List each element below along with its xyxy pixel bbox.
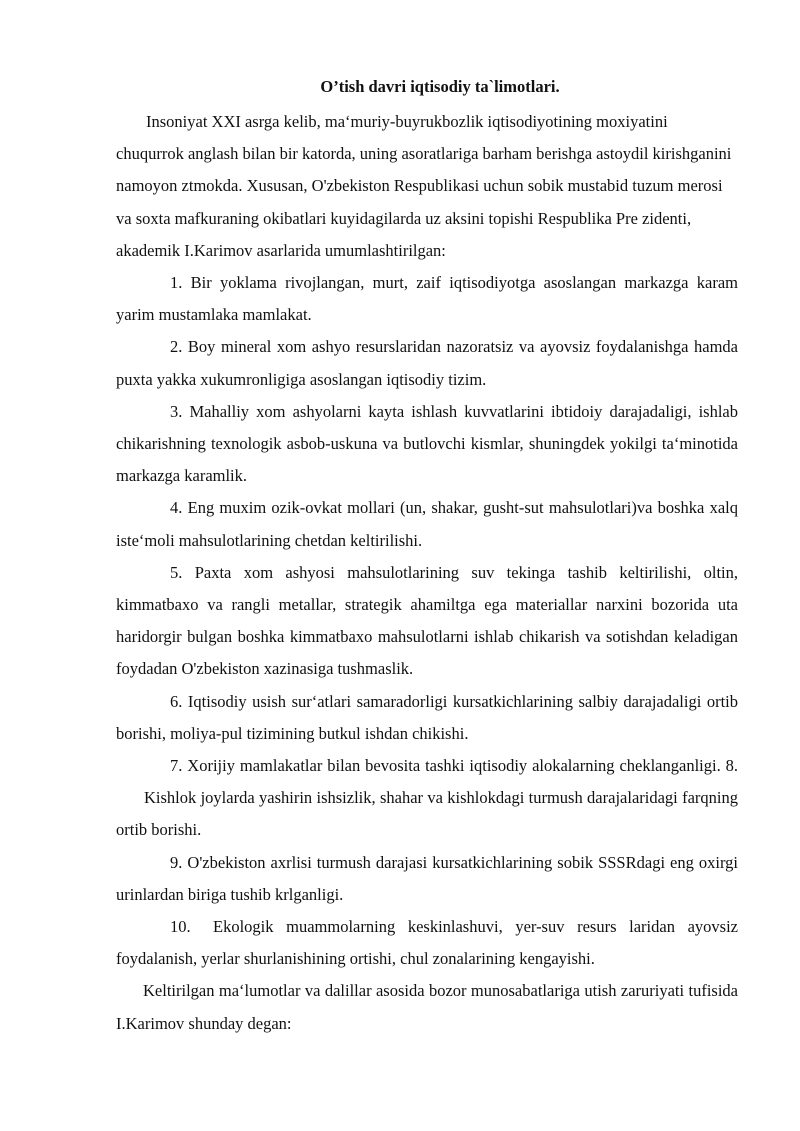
item-text: Bir yoklama rivojlangan, murt, zaif iqtisodiyotga asoslangan markazga karam yarim mustamlaka mamlakat.: [116, 273, 738, 325]
item-number: 5.: [170, 562, 183, 582]
list-item: [116, 750, 738, 847]
intro-paragraph: Insoniyat XXI asrga kelib, ma‘muriy-buyrukbozlik iqtisodiyotining moxiyatini chuqurrok anglash bilan bir katorda, uning asoratlariga barham berishga astoydil kirishganini namoyon ztmokda. Xususan, O'zbekiston Respublikasi uchun sobik mustabid tuzum merosi va soxta mafkuraning okibatlari kuyidagilarda uz aksini topishi Respublika Pre zidenti, akademik I.Karimov asarlarida umumlashtirilgan:: [116, 112, 732, 260]
list-item: [116, 492, 738, 556]
closing-paragraph: Keltirilgan ma‘lumotlar va dalillar asosida bozor munosabatlariga utish zaruriyati tufisida I.Karimov shunday degan:: [116, 981, 738, 1033]
list-item: [116, 557, 738, 686]
item-text: Kishlok joylarda yashirin ishsizlik, shahar va kishlokdagi turmush darajalaridagi farqning ortib borishi.: [116, 788, 738, 840]
item-number: 2.: [170, 337, 183, 357]
item-number: 4.: [170, 498, 183, 518]
list-item: [116, 267, 738, 331]
item-text: Xorijiy mamlakatlar bilan bevosita tashki iqtisodiy alokalarning cheklanganligi.: [187, 756, 721, 776]
item-number: 8.: [725, 756, 739, 776]
list-item: [116, 686, 738, 750]
item-text: O'zbekiston axrlisi turmush darajasi kursatkichlarining sobik SSSRdagi eng oxirgi urinlardan biriga tushib krlganligi.: [116, 852, 739, 904]
item-number: 9.: [170, 852, 183, 872]
item-text: Boy mineral xom ashyo resurslaridan nazoratsiz va ayovsiz foydalanishga hamda puxta yakka xukumronligiga asoslangan iqtisodiy tizim.: [116, 337, 738, 389]
document-title: O’tish davri iqtisodiy ta`limotlari.: [320, 77, 560, 96]
item-number: 10.: [170, 917, 191, 937]
item-number: 6.: [170, 691, 183, 711]
item-number: 3.: [170, 401, 183, 421]
item-text: Eng muxim ozik-ovkat mollari (un, shakar, gusht-sut mahsulotlari)va boshka xalq iste‘moli mahsulotlarining chetdan keltirilishi.: [116, 498, 739, 550]
item-text: Iqtisodiy usish sur‘atlari samaradorligi kursatkichlarining salbiy darajadaligi ortib borishi, moliya-pul tizimining butkul ishdan chikishi.: [116, 691, 738, 743]
item-number: 7.: [170, 756, 183, 776]
item-number: 1.: [170, 273, 183, 293]
item-text: Paxta xom ashyosi mahsulotlarining suv tekinga tashib keltirilishi, oltin, kimmatbaxo va rangli metallar, strategik ahamiltga ega materiallar narxini bozorida uta haridorgir bulgan boshka kimmatbaxo mahsulotlarni ishlab chikarish va sotishdan keladigan foydadan O'zbekiston xazinasiga tushmaslik.: [116, 562, 738, 679]
list-item: [116, 911, 738, 975]
document-body: [116, 106, 738, 1040]
list-item: [116, 847, 738, 911]
list-item: [116, 396, 738, 493]
item-text: Mahalliy xom ashyolarni kayta ishlash kuvvatlarini ibtidoiy darajadaligi, ishlab chikarishning texnologik asbob-uskuna va butlovchi kismlar, shuningdek yokilgi ta‘minotida markazga karamlik.: [116, 401, 738, 486]
list-item: [116, 331, 738, 395]
item-text: Ekologik muammolarning keskinlashuvi, yer-suv resurs laridan ayovsiz foydalanish, yerlar shurlanishining ortishi, chul zonalarining kengayishi.: [116, 917, 738, 969]
